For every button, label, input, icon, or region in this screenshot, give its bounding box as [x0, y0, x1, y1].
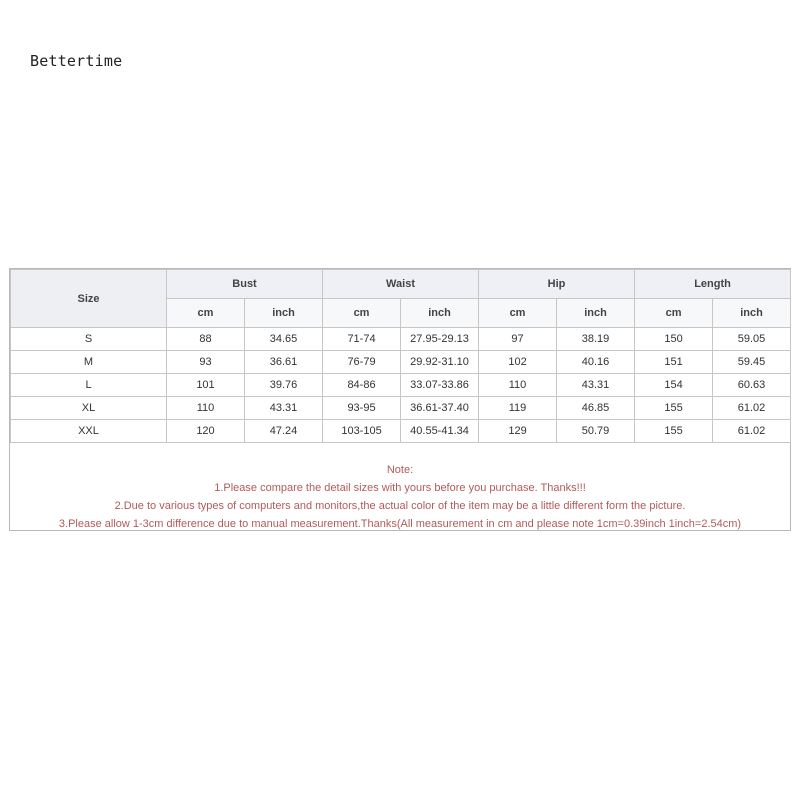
unit-header: inch [713, 299, 791, 328]
table-cell: 155 [635, 420, 713, 443]
table-cell: 38.19 [557, 328, 635, 351]
table-cell: 97 [479, 328, 557, 351]
table-cell: 119 [479, 397, 557, 420]
table-cell: 88 [167, 328, 245, 351]
table-cell: 61.02 [713, 397, 791, 420]
table-cell: 110 [479, 374, 557, 397]
table-cell: 46.85 [557, 397, 635, 420]
table-cell: 155 [635, 397, 713, 420]
table-cell: 39.76 [245, 374, 323, 397]
size-chart [9, 268, 791, 531]
size-table [10, 269, 791, 443]
unit-header: inch [245, 299, 323, 328]
size-cell: XL [11, 397, 167, 420]
table-row [11, 420, 791, 443]
waist-header: Waist [323, 270, 479, 299]
bust-header: Bust [167, 270, 323, 299]
size-cell: S [11, 328, 167, 351]
table-cell: 93 [167, 351, 245, 374]
table-cell: 43.31 [245, 397, 323, 420]
table-cell: 76-79 [323, 351, 401, 374]
size-header: Size [11, 270, 167, 328]
table-cell: 61.02 [713, 420, 791, 443]
size-cell: M [11, 351, 167, 374]
table-row [11, 374, 791, 397]
unit-header: inch [557, 299, 635, 328]
note-line: 2.Due to various types of computers and monitors,the actual color of the item may be a little different form the picture. [114, 500, 686, 512]
unit-header: cm [167, 299, 245, 328]
table-cell: 47.24 [245, 420, 323, 443]
table-cell: 150 [635, 328, 713, 351]
table-cell: 154 [635, 374, 713, 397]
table-cell: 43.31 [557, 374, 635, 397]
unit-header: cm [635, 299, 713, 328]
table-cell: 34.65 [245, 328, 323, 351]
table-cell: 40.55-41.34 [401, 420, 479, 443]
table-cell: 33.07-33.86 [401, 374, 479, 397]
notes-section [10, 443, 790, 533]
size-cell: L [11, 374, 167, 397]
table-cell: 36.61-37.40 [401, 397, 479, 420]
note-title: Note: [386, 464, 414, 476]
table-cell: 101 [167, 374, 245, 397]
table-cell: 103-105 [323, 420, 401, 443]
table-cell: 110 [167, 397, 245, 420]
table-cell: 36.61 [245, 351, 323, 374]
table-cell: 93-95 [323, 397, 401, 420]
table-cell: 71-74 [323, 328, 401, 351]
brand-name: Bettertime [30, 52, 123, 70]
note-line: 1.Please compare the detail sizes with yours before you purchase. Thanks!!! [214, 482, 586, 494]
size-cell: XXL [11, 420, 167, 443]
unit-header: inch [401, 299, 479, 328]
table-cell: 102 [479, 351, 557, 374]
table-row [11, 328, 791, 351]
table-cell: 50.79 [557, 420, 635, 443]
table-cell: 40.16 [557, 351, 635, 374]
table-cell: 27.95-29.13 [401, 328, 479, 351]
table-cell: 60.63 [713, 374, 791, 397]
unit-header: cm [323, 299, 401, 328]
table-cell: 129 [479, 420, 557, 443]
note-line: 3.Please allow 1-3cm difference due to manual measurement.Thanks(All measurement in cm and please note 1cm=0.39inch 1inch=2.54cm) [58, 518, 742, 530]
table-cell: 84-86 [323, 374, 401, 397]
table-row [11, 351, 791, 374]
table-cell: 151 [635, 351, 713, 374]
table-cell: 120 [167, 420, 245, 443]
table-row [11, 397, 791, 420]
unit-header: cm [479, 299, 557, 328]
hip-header: Hip [479, 270, 635, 299]
table-cell: 59.05 [713, 328, 791, 351]
table-cell: 59.45 [713, 351, 791, 374]
table-cell: 29.92-31.10 [401, 351, 479, 374]
length-header: Length [635, 270, 791, 299]
